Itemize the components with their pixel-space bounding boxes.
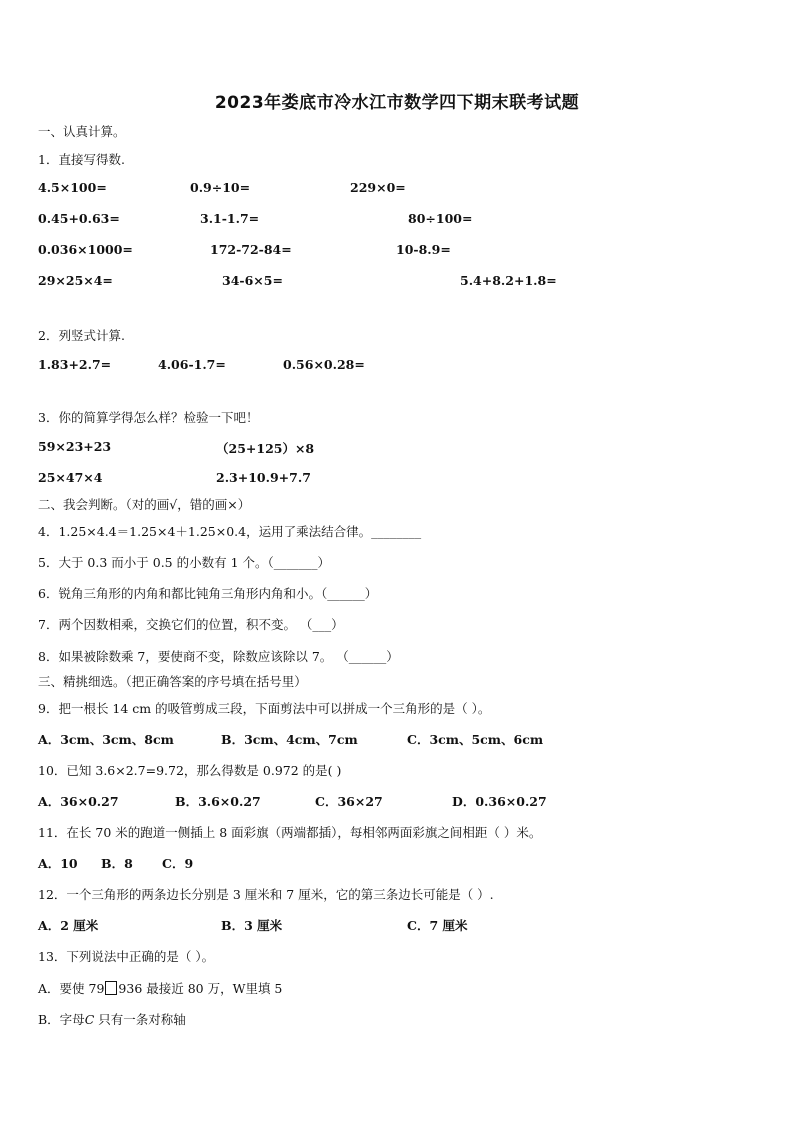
judge-item-8: 8．如果被除数乘 7，要使商不变，除数应该除以 7。 （______） [38, 649, 399, 664]
question-1-label: 1．直接写得数. [38, 152, 125, 167]
option-a-text-pre: A．要使 79 [38, 981, 105, 996]
option-a-text-post: 936 最接近 80 万，W里填 5 [118, 981, 283, 996]
calc-item: 10-8.9= [396, 242, 451, 257]
option-c: C．7 厘米 [407, 918, 468, 933]
simplify-item: （25+125）×8 [216, 441, 315, 456]
blank-box-icon [105, 981, 117, 995]
simplify-item: 2.3+10.9+7.7 [216, 470, 311, 485]
option-b: B．3.6×0.27 [175, 794, 261, 809]
calc-item: 4.5×100= [38, 180, 107, 195]
option-b: B．3 厘米 [221, 918, 283, 933]
option-d: D．0.36×0.27 [452, 794, 547, 809]
vertical-calc-item: 4.06-1.7= [158, 357, 226, 372]
option-c: C．3cm、5cm、6cm [407, 732, 544, 747]
question-12-stem: 12．一个三角形的两条边长分别是 3 厘米和 7 厘米，它的第三条边长可能是（ ）. [38, 887, 494, 902]
option-b-text-post: 只有一条对称轴 [94, 1012, 186, 1027]
judge-item-7: 7．两个因数相乘，交换它们的位置，积不变。 （___） [38, 617, 344, 632]
calc-item: 0.036×1000= [38, 242, 133, 257]
option-a: A．3cm、3cm、8cm [38, 732, 174, 747]
calc-item: 80÷100= [408, 211, 473, 226]
calc-item: 29×25×4= [38, 273, 113, 288]
option-b: B．3cm、4cm、7cm [221, 732, 358, 747]
option-b-statement [38, 1010, 186, 1028]
question-2-label: 2．列竖式计算. [38, 328, 125, 343]
option-a: A．36×0.27 [38, 794, 119, 809]
page-title: 2023年娄底市冷水江市数学四下期末联考试题 [214, 93, 580, 113]
calc-item: 0.45+0.63= [38, 211, 120, 226]
option-a-statement [38, 979, 282, 997]
judge-item-5: 5．大于 0.3 而小于 0.5 的小数有 1 个。（_______） [38, 555, 331, 570]
option-b: B．8 [101, 856, 133, 871]
simplify-item: 59×23+23 [38, 439, 112, 454]
section-heading-2: 二、我会判断。（对的画√，错的画×） [38, 497, 251, 512]
judge-item-4: 4．1.25×4.4＝1.25×4＋1.25×0.4，运用了乘法结合律。________ [38, 524, 422, 539]
simplify-item: 25×47×4 [38, 470, 103, 485]
option-c: C．9 [162, 856, 194, 871]
calc-item: 5.4+8.2+1.8= [460, 273, 557, 288]
question-3-label: 3．你的简算学得怎么样？检验一下吧！ [38, 410, 259, 425]
section-heading-3: 三、精挑细选。（把正确答案的序号填在括号里） [38, 674, 307, 689]
question-13-stem: 13．下列说法中正确的是（ ）。 [38, 949, 215, 964]
calc-item: 34-6×5= [222, 273, 283, 288]
calc-item: 172-72-84= [210, 242, 292, 257]
question-9-stem: 9．把一根长 14 cm 的吸管剪成三段，下面剪法中可以拼成一个三角形的是（ ）。 [38, 701, 491, 716]
judge-item-6: 6．锐角三角形的内角和都比钝角三角形内角和小。（______） [38, 586, 378, 601]
question-10-stem: 10．已知 3.6×2.7=9.72，那么得数是 0.972 的是( ) [38, 763, 342, 778]
calc-item: 3.1-1.7= [200, 211, 260, 226]
option-a: A．10 [38, 856, 78, 871]
calc-item: 229×0= [350, 180, 406, 195]
calc-item: 0.9÷10= [190, 180, 251, 195]
section-heading-1: 一、认真计算。 [38, 124, 126, 139]
option-a: A．2 厘米 [38, 918, 99, 933]
option-b-letter: C [84, 1012, 95, 1027]
option-c: C．36×27 [315, 794, 383, 809]
vertical-calc-item: 1.83+2.7= [38, 357, 112, 372]
option-b-text-pre: B．字母 [38, 1012, 85, 1027]
question-11-stem: 11．在长 70 米的跑道一侧插上 8 面彩旗（两端都插），每相邻两面彩旗之间相距（ ）米。 [38, 825, 542, 840]
vertical-calc-item: 0.56×0.28= [283, 357, 365, 372]
